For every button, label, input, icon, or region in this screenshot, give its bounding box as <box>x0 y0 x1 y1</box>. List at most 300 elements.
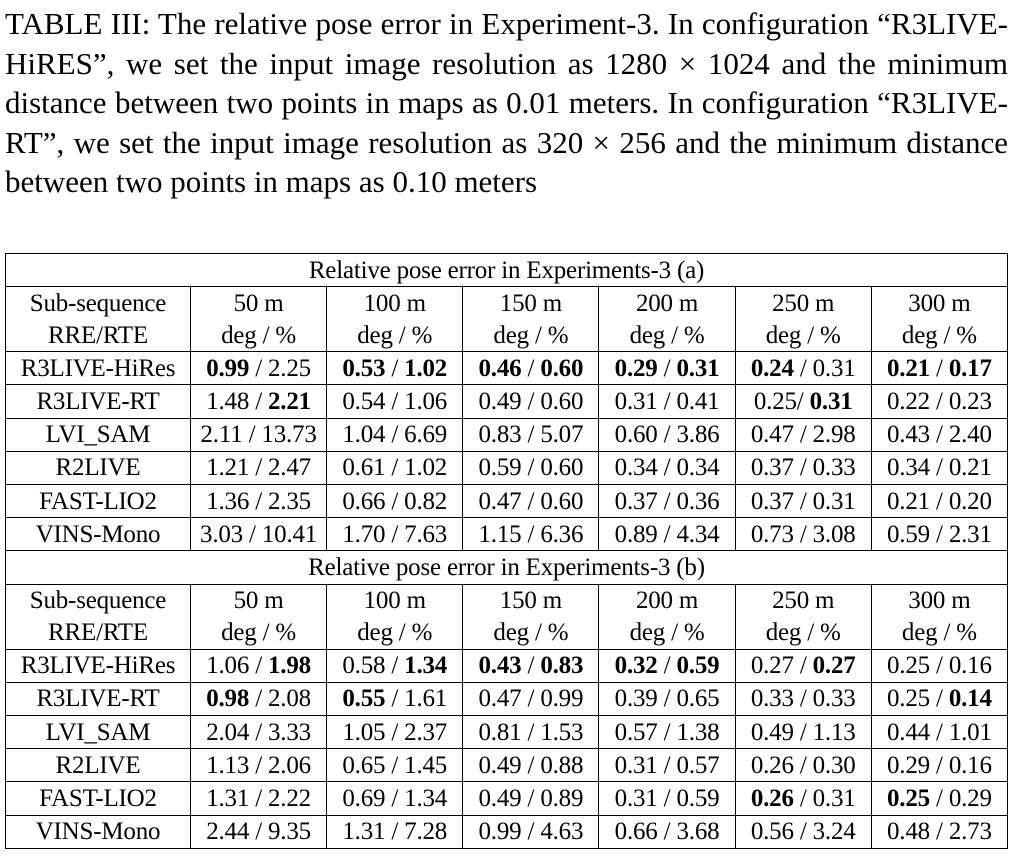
rre-value: 0.31 <box>614 388 658 416</box>
separator: / <box>385 388 405 416</box>
separator: / <box>657 487 677 515</box>
separator: / <box>793 487 813 515</box>
rte-value: 3.33 <box>268 718 311 746</box>
rte-value: 1.13 <box>812 718 856 746</box>
error-cell <box>871 649 1007 682</box>
header-unit: deg / % <box>871 617 1007 650</box>
header-distance: 50 m <box>191 584 327 617</box>
error-cell <box>191 485 327 518</box>
table-row <box>6 815 1008 848</box>
rte-value: 3.86 <box>676 421 720 449</box>
error-cell <box>599 682 735 715</box>
error-cell <box>327 682 463 715</box>
rte-value: 3.08 <box>812 520 856 548</box>
rte-value: 7.28 <box>404 818 448 846</box>
error-cell <box>463 451 599 484</box>
header-distance: 300 m <box>871 287 1007 320</box>
rte-value: 0.99 <box>540 685 584 713</box>
header-row-distance <box>6 287 1008 320</box>
rte-value: 0.14 <box>948 685 992 713</box>
error-cell <box>463 418 599 451</box>
rte-value: 1.34 <box>404 785 448 813</box>
separator: / <box>657 652 677 680</box>
separator: / <box>793 685 813 713</box>
section-title-row <box>6 254 1008 287</box>
rre-value: 0.53 <box>342 354 386 382</box>
error-cell <box>327 815 463 848</box>
error-cell <box>599 352 735 385</box>
rte-value: 0.82 <box>404 487 448 515</box>
error-cell <box>599 815 735 848</box>
header-unit: deg / % <box>735 617 871 650</box>
separator: / <box>521 487 541 515</box>
table-caption: TABLE III: The relative pose error in Experiment-3. In configuration “R3LIVE-HiRES”, we set the input image resolution as 1280 × 1024 and the minimum distance between two points in maps as 0.01 meters. In configuration “R3LIVE-RT”, we set the input image resolution as 320 × 256 and the minimum distance between two points in maps as 0.10 meters <box>5 6 1008 199</box>
rte-value: 0.57 <box>676 751 720 779</box>
rre-value: 0.25 <box>887 785 930 813</box>
rre-value: 0.37 <box>614 487 658 515</box>
separator: / <box>793 751 813 779</box>
method-name: R2LIVE <box>6 749 191 782</box>
rte-value: 0.65 <box>676 685 720 713</box>
table-row <box>6 451 1008 484</box>
header-unit: deg / % <box>327 319 463 352</box>
error-cell <box>871 682 1007 715</box>
rre-value: 0.34 <box>887 454 930 482</box>
header-unit: deg / % <box>599 617 735 650</box>
rre-value: 1.36 <box>206 487 250 515</box>
rre-value: 0.46 <box>478 354 522 382</box>
rre-value: 0.25 <box>887 685 930 713</box>
rre-value: 0.33 <box>750 685 794 713</box>
rte-value: 4.34 <box>676 520 720 548</box>
rte-value: 1.01 <box>948 718 992 746</box>
separator: / <box>929 487 949 515</box>
rte-value: 1.34 <box>404 652 448 680</box>
rre-value: 1.13 <box>206 751 250 779</box>
rre-value: 0.73 <box>750 520 794 548</box>
error-cell <box>735 716 871 749</box>
rte-value: 0.33 <box>812 454 856 482</box>
rte-value: 2.73 <box>948 818 992 846</box>
separator: / <box>249 718 268 746</box>
rte-value: 5.07 <box>540 421 584 449</box>
error-cell <box>463 518 599 551</box>
separator: / <box>249 751 268 779</box>
rte-value: 0.34 <box>676 454 720 482</box>
rre-value: 0.25 <box>753 388 797 416</box>
separator: / <box>521 421 541 449</box>
separator: / <box>521 454 541 482</box>
rre-value: 0.49 <box>750 718 794 746</box>
separator: / <box>521 354 541 382</box>
separator: / <box>385 785 405 813</box>
method-name: LVI_SAM <box>6 418 191 451</box>
rte-value: 0.59 <box>676 785 720 813</box>
error-cell <box>191 352 327 385</box>
rte-value: 1.02 <box>404 354 448 382</box>
error-cell <box>599 518 735 551</box>
rre-value: 0.26 <box>750 785 794 813</box>
rre-value: 1.21 <box>206 454 250 482</box>
rre-value: 0.37 <box>750 487 794 515</box>
separator: / <box>929 685 949 713</box>
separator: / <box>242 421 262 449</box>
separator: / <box>657 751 677 779</box>
error-cell <box>735 385 871 418</box>
separator: / <box>657 785 677 813</box>
rte-value: 0.16 <box>948 751 992 779</box>
error-cell <box>735 815 871 848</box>
rte-value: 2.25 <box>268 354 311 382</box>
rte-value: 1.61 <box>404 685 448 713</box>
method-name: R3LIVE-RT <box>6 682 191 715</box>
rte-value: 1.53 <box>540 718 584 746</box>
separator: / <box>249 785 268 813</box>
separator: / <box>929 421 949 449</box>
error-cell <box>871 815 1007 848</box>
header-sub-sequence: Sub-sequence <box>6 287 191 320</box>
header-rre-rte: RRE/RTE <box>6 617 191 650</box>
error-cell <box>735 682 871 715</box>
rte-value: 0.41 <box>676 388 720 416</box>
rte-value: 0.60 <box>540 388 584 416</box>
separator: / <box>657 685 677 713</box>
header-unit: deg / % <box>191 617 327 650</box>
header-unit: deg / % <box>327 617 463 650</box>
error-cell <box>191 682 327 715</box>
error-cell <box>735 485 871 518</box>
rre-value: 0.57 <box>614 718 658 746</box>
method-name: FAST-LIO2 <box>6 782 191 815</box>
section-title-row <box>6 551 1008 584</box>
rte-value: 0.36 <box>676 487 720 515</box>
rre-value: 0.21 <box>887 354 930 382</box>
error-cell <box>463 385 599 418</box>
method-name: FAST-LIO2 <box>6 485 191 518</box>
rte-value: 2.47 <box>268 454 311 482</box>
separator: / <box>793 718 813 746</box>
error-cell <box>463 782 599 815</box>
rte-value: 0.16 <box>948 652 992 680</box>
separator: / <box>657 520 677 548</box>
separator: / <box>793 785 813 813</box>
error-cell <box>327 749 463 782</box>
separator: / <box>521 685 541 713</box>
separator: / <box>249 487 268 515</box>
header-distance: 150 m <box>463 287 599 320</box>
rre-value: 0.89 <box>614 520 658 548</box>
table-row <box>6 749 1008 782</box>
rte-value: 0.88 <box>540 751 584 779</box>
header-row-unit <box>6 617 1008 650</box>
header-distance: 250 m <box>735 287 871 320</box>
rte-value: 0.89 <box>540 785 584 813</box>
header-distance: 300 m <box>871 584 1007 617</box>
separator: / <box>385 751 405 779</box>
rre-value: 0.59 <box>887 520 930 548</box>
rre-value: 0.32 <box>614 652 658 680</box>
header-row-unit <box>6 319 1008 352</box>
error-cell <box>871 485 1007 518</box>
error-cell <box>599 716 735 749</box>
separator: / <box>521 785 541 813</box>
method-name: R3LIVE-HiRes <box>6 352 191 385</box>
header-distance: 50 m <box>191 287 327 320</box>
error-cell <box>463 716 599 749</box>
separator: / <box>249 685 268 713</box>
rte-value: 0.31 <box>812 487 856 515</box>
separator: / <box>385 421 405 449</box>
error-cell <box>191 782 327 815</box>
rre-value: 1.15 <box>478 520 522 548</box>
table-row <box>6 782 1008 815</box>
error-cell <box>871 418 1007 451</box>
rre-value: 0.21 <box>887 487 930 515</box>
separator: / <box>929 520 949 548</box>
error-cell <box>735 649 871 682</box>
error-cell <box>191 418 327 451</box>
rte-value: 0.17 <box>948 354 992 382</box>
rre-value: 0.22 <box>887 388 930 416</box>
rte-value: 10.41 <box>261 520 318 548</box>
rre-value: 0.27 <box>750 652 794 680</box>
error-cell <box>191 385 327 418</box>
rte-value: 0.33 <box>812 685 856 713</box>
error-cell <box>871 749 1007 782</box>
rre-value: 0.37 <box>750 454 794 482</box>
error-cell <box>871 451 1007 484</box>
error-cell <box>463 352 599 385</box>
rte-value: 1.02 <box>404 454 448 482</box>
separator: / <box>929 785 949 813</box>
rte-value: 6.69 <box>404 421 448 449</box>
separator: / <box>657 718 677 746</box>
rre-value: 0.49 <box>478 388 522 416</box>
error-cell <box>871 385 1007 418</box>
error-cell <box>599 782 735 815</box>
error-cell <box>871 782 1007 815</box>
error-cell <box>327 418 463 451</box>
rre-value: 0.81 <box>478 718 522 746</box>
error-cell <box>463 749 599 782</box>
separator: / <box>385 520 405 548</box>
separator: / <box>657 818 677 846</box>
rre-value: 0.24 <box>750 354 794 382</box>
table-row <box>6 352 1008 385</box>
rre-value: 0.66 <box>614 818 658 846</box>
rte-value: 1.45 <box>404 751 448 779</box>
separator: / <box>521 388 541 416</box>
separator: / <box>657 354 677 382</box>
header-rre-rte: RRE/RTE <box>6 319 191 352</box>
method-name: R3LIVE-RT <box>6 385 191 418</box>
rre-value: 0.47 <box>478 487 522 515</box>
separator: / <box>385 354 405 382</box>
rre-value: 0.98 <box>206 685 250 713</box>
error-cell <box>735 518 871 551</box>
separator: / <box>929 818 949 846</box>
header-row-distance <box>6 584 1008 617</box>
rre-value: 0.99 <box>206 354 250 382</box>
rte-value: 2.08 <box>268 685 311 713</box>
rte-value: 0.20 <box>948 487 992 515</box>
separator: / <box>521 751 541 779</box>
error-cell <box>191 649 327 682</box>
rre-value: 1.48 <box>206 388 250 416</box>
rte-value: 0.31 <box>812 354 856 382</box>
header-unit: deg / % <box>871 319 1007 352</box>
rre-value: 0.44 <box>887 718 930 746</box>
method-name: R2LIVE <box>6 451 191 484</box>
rre-value: 0.99 <box>478 818 522 846</box>
table-row <box>6 649 1008 682</box>
rre-value: 3.03 <box>200 520 243 548</box>
rte-value: 9.35 <box>268 818 311 846</box>
rre-value: 0.43 <box>478 652 522 680</box>
header-unit: deg / % <box>191 319 327 352</box>
rre-value: 0.58 <box>342 652 386 680</box>
header-unit: deg / % <box>463 617 599 650</box>
rte-value: 2.06 <box>268 751 311 779</box>
rte-value: 2.21 <box>268 388 311 416</box>
rte-value: 0.31 <box>676 354 720 382</box>
rte-value: 2.40 <box>948 421 992 449</box>
rre-value: 0.39 <box>614 685 658 713</box>
rte-value: 2.22 <box>268 785 311 813</box>
separator: / <box>385 718 405 746</box>
rre-value: 0.29 <box>887 751 930 779</box>
rre-value: 1.06 <box>206 652 250 680</box>
rre-value: 0.61 <box>342 454 386 482</box>
rre-value: 1.31 <box>206 785 250 813</box>
rte-value: 3.68 <box>676 818 720 846</box>
error-cell <box>735 451 871 484</box>
error-cell <box>735 352 871 385</box>
rre-value: 0.47 <box>750 421 794 449</box>
error-cell <box>463 815 599 848</box>
rre-value: 0.66 <box>342 487 386 515</box>
error-cell <box>327 385 463 418</box>
rte-value: 0.21 <box>948 454 992 482</box>
rte-value: 7.63 <box>404 520 448 548</box>
method-name: R3LIVE-HiRes <box>6 649 191 682</box>
error-cell <box>327 782 463 815</box>
rte-value: 2.98 <box>812 421 856 449</box>
separator: / <box>793 421 813 449</box>
separator: / <box>521 520 541 548</box>
separator: / <box>521 652 541 680</box>
rre-value: 0.49 <box>478 751 522 779</box>
separator: / <box>242 520 262 548</box>
rre-value: 0.47 <box>478 685 522 713</box>
separator: / <box>929 718 949 746</box>
error-cell <box>191 518 327 551</box>
error-cell <box>191 451 327 484</box>
error-cell <box>871 518 1007 551</box>
separator: / <box>385 685 405 713</box>
error-cell <box>599 385 735 418</box>
rre-value: 2.11 <box>200 421 243 449</box>
rte-value: 0.23 <box>948 388 992 416</box>
section-title: Relative pose error in Experiments-3 (b) <box>6 551 1008 584</box>
rte-value: 1.38 <box>676 718 720 746</box>
separator: / <box>929 751 949 779</box>
header-distance: 100 m <box>327 584 463 617</box>
rre-value: 0.60 <box>614 421 658 449</box>
separator: / <box>249 354 268 382</box>
error-cell <box>871 716 1007 749</box>
section-title: Relative pose error in Experiments-3 (a) <box>6 254 1008 287</box>
error-cell <box>463 485 599 518</box>
error-cell <box>599 749 735 782</box>
rte-value: 0.59 <box>676 652 720 680</box>
table-row <box>6 518 1008 551</box>
separator: / <box>796 388 810 416</box>
separator: / <box>929 388 949 416</box>
separator: / <box>929 652 949 680</box>
separator: / <box>249 652 268 680</box>
rre-value: 1.04 <box>342 421 386 449</box>
method-name: VINS-Mono <box>6 815 191 848</box>
method-name: LVI_SAM <box>6 716 191 749</box>
separator: / <box>793 652 813 680</box>
separator: / <box>385 652 405 680</box>
separator: / <box>385 454 405 482</box>
rre-value: 0.43 <box>887 421 930 449</box>
header-unit: deg / % <box>599 319 735 352</box>
rre-value: 1.70 <box>342 520 386 548</box>
error-cell <box>599 451 735 484</box>
table-row <box>6 485 1008 518</box>
separator: / <box>385 487 405 515</box>
rte-value: 0.27 <box>812 652 856 680</box>
rte-value: 0.30 <box>812 751 856 779</box>
separator: / <box>929 454 949 482</box>
separator: / <box>385 818 405 846</box>
header-distance: 250 m <box>735 584 871 617</box>
rte-value: 6.36 <box>540 520 584 548</box>
rre-value: 2.44 <box>206 818 250 846</box>
error-cell <box>327 518 463 551</box>
rte-value: 3.24 <box>812 818 856 846</box>
header-distance: 100 m <box>327 287 463 320</box>
separator: / <box>249 818 268 846</box>
separator: / <box>793 354 813 382</box>
error-cell <box>463 682 599 715</box>
separator: / <box>657 388 677 416</box>
rre-value: 0.54 <box>342 388 386 416</box>
rte-value: 2.31 <box>948 520 992 548</box>
rte-value: 0.60 <box>540 354 584 382</box>
rte-value: 1.06 <box>404 388 448 416</box>
table-row <box>6 682 1008 715</box>
error-cell <box>327 451 463 484</box>
error-cell <box>871 352 1007 385</box>
rre-value: 0.49 <box>478 785 522 813</box>
error-cell <box>327 352 463 385</box>
error-cell <box>191 749 327 782</box>
table-row <box>6 385 1008 418</box>
separator: / <box>521 818 541 846</box>
header-distance: 200 m <box>599 287 735 320</box>
header-distance: 150 m <box>463 584 599 617</box>
rte-value: 0.29 <box>948 785 992 813</box>
rre-value: 1.31 <box>342 818 386 846</box>
header-distance: 200 m <box>599 584 735 617</box>
rte-value: 1.98 <box>268 652 311 680</box>
separator: / <box>249 454 268 482</box>
error-cell <box>327 649 463 682</box>
